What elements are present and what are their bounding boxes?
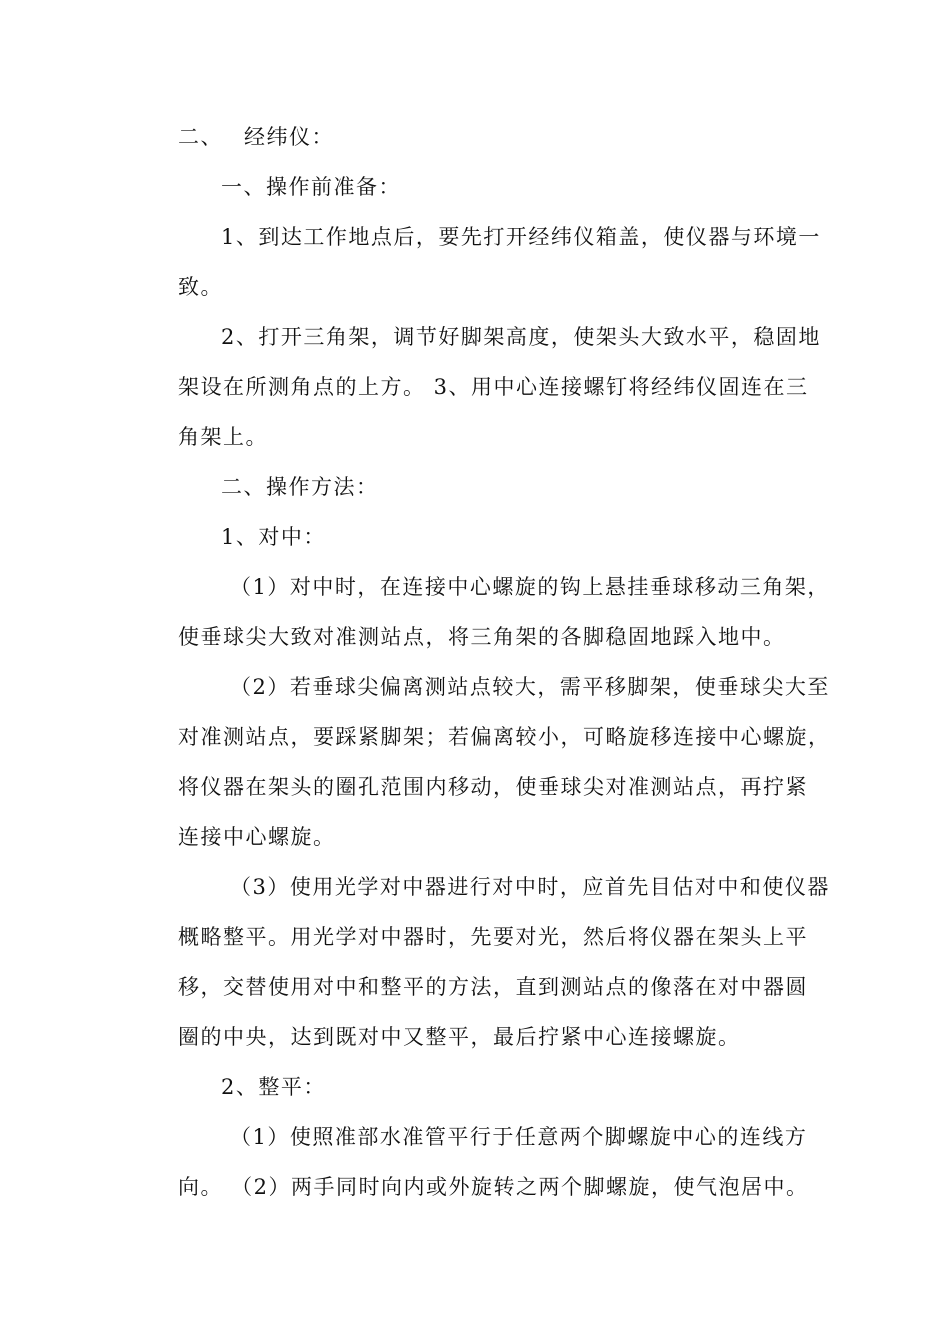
paragraph-line: 对准测站点，要踩紧脚架；若偏离较小，可略旋移连接中心螺旋， bbox=[178, 725, 831, 749]
paragraph-line: 圈的中央，达到既对中又整平，最后拧紧中心连接螺旋。 bbox=[178, 1025, 741, 1049]
paragraph-line: 角架上。 bbox=[178, 425, 268, 449]
paragraph-line: 向。 （2）两手同时向内或外旋转之两个脚螺旋，使气泡居中。 bbox=[178, 1175, 809, 1199]
paragraph-line: 概略整平。用光学对中器时，先要对光，然后将仪器在架头上平 bbox=[178, 925, 808, 949]
section-heading-preparation: 一、操作前准备： bbox=[221, 175, 401, 199]
paragraph-line: （2）若垂球尖偏离测站点较大，需平移脚架，使垂球尖大至 bbox=[230, 675, 830, 699]
subsection-heading-leveling: 2、整平： bbox=[221, 1075, 326, 1099]
heading-main-number: 二、 bbox=[178, 125, 223, 149]
paragraph-line: （1）使照准部水准管平行于任意两个脚螺旋中心的连线方 bbox=[230, 1125, 808, 1149]
heading-main bbox=[178, 112, 808, 162]
section-heading-method: 二、操作方法： bbox=[221, 475, 379, 499]
paragraph-line: 2、打开三角架，调节好脚架高度，使架头大致水平，稳固地 bbox=[221, 325, 821, 349]
paragraph-line: 连接中心螺旋。 bbox=[178, 825, 336, 849]
paragraph-line: 1、到达工作地点后，要先打开经纬仪箱盖，使仪器与环境一 bbox=[221, 225, 821, 249]
paragraph-line: 移，交替使用对中和整平的方法，直到测站点的像落在对中器圆 bbox=[178, 975, 808, 999]
paragraph-line: 致。 bbox=[178, 275, 223, 299]
paragraph-line: 使垂球尖大致对准测站点，将三角架的各脚稳固地踩入地中。 bbox=[178, 625, 786, 649]
paragraph-line: （1）对中时，在连接中心螺旋的钩上悬挂垂球移动三角架， bbox=[230, 575, 830, 599]
subsection-heading-centering: 1、对中： bbox=[221, 525, 326, 549]
paragraph-line: 将仪器在架头的圈孔范围内移动，使垂球尖对准测站点，再拧紧 bbox=[178, 775, 808, 799]
paragraph-line: 架设在所测角点的上方。 3、用中心连接螺钉将经纬仪固连在三 bbox=[178, 375, 809, 399]
paragraph-line: （3）使用光学对中器进行对中时，应首先目估对中和使仪器 bbox=[230, 875, 830, 899]
heading-main-title: 经纬仪： bbox=[244, 125, 334, 149]
document-body bbox=[178, 112, 831, 1212]
